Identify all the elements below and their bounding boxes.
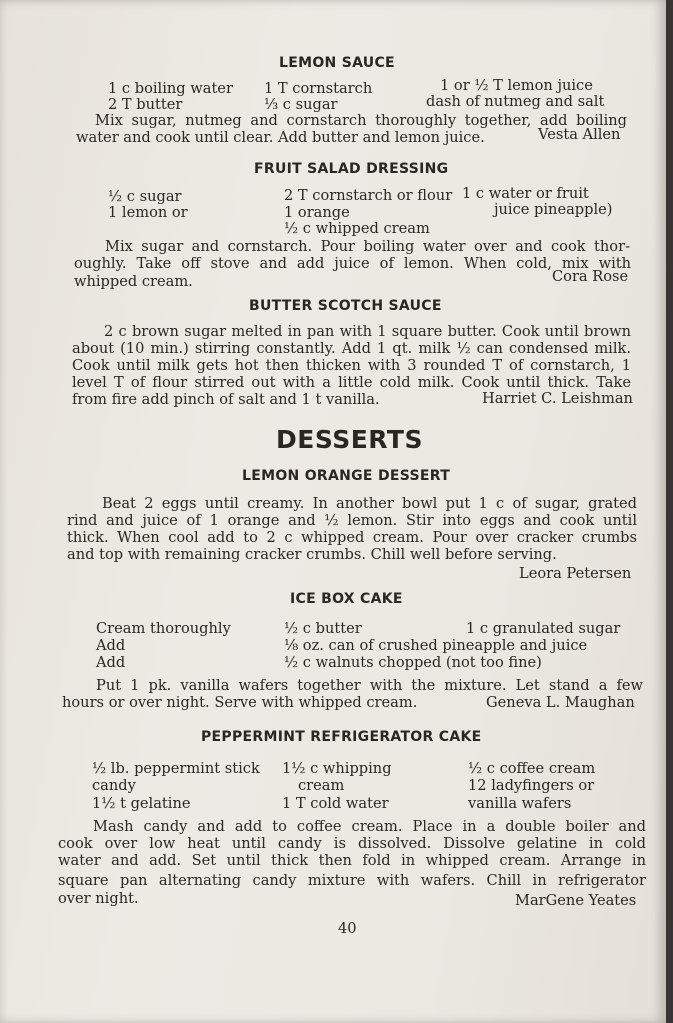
ingredient: 1 c granulated sugar	[466, 620, 621, 637]
ingredient: cream	[298, 777, 345, 794]
body-line: water and cook until clear. Add butter and lemon juice.	[76, 129, 485, 146]
ingredient: 2 T butter	[108, 96, 183, 113]
body-line: thick. When cool add to 2 c whipped cream. Pour over cracker crumbs	[67, 529, 637, 546]
recipe-author: Vesta Allen	[538, 126, 621, 143]
body-line: water and add. Set until thick then fold in whipped cream. Arrange in	[58, 852, 646, 869]
ingredient: 2 T cornstarch or flour	[284, 187, 453, 204]
lemon-orange-dessert-title: LEMON ORANGE DESSERT	[242, 468, 451, 484]
body-line: over night.	[58, 890, 139, 907]
body-line: square pan alternating candy mixture with wafers. Chill in refrigerator	[58, 872, 646, 889]
recipe-author: Leora Petersen	[519, 565, 632, 582]
lemon-sauce-title: LEMON SAUCE	[279, 55, 395, 71]
page-edge	[666, 0, 673, 1023]
ingredient: ⅓ c sugar	[264, 96, 338, 113]
recipe-author: Geneva L. Maughan	[486, 694, 635, 711]
body-line: Cook until milk gets hot then thicken with 3 rounded T of cornstarch, 1	[72, 357, 631, 374]
body-line: level T of flour stirred out with a little cold milk. Cook until thick. Take	[72, 374, 631, 391]
ingredient: 1 lemon or	[108, 204, 188, 221]
ingredient: ½ c sugar	[108, 188, 182, 205]
ingredient: 1 orange	[284, 204, 350, 221]
page-number: 40	[338, 920, 357, 937]
ingredient: 1 or ½ T lemon juice	[440, 77, 593, 94]
ingredient: candy	[92, 777, 136, 794]
recipe-author: MarGene Yeates	[515, 892, 637, 909]
ice-box-cake-title: ICE BOX CAKE	[290, 591, 403, 607]
ingredient: ½ c whipped cream	[284, 220, 430, 237]
body-line: hours or over night. Serve with whipped cream.	[62, 694, 418, 711]
ingredient: vanilla wafers	[468, 795, 572, 812]
ingredient: 1½ c whipping	[282, 760, 392, 777]
body-line: about (10 min.) stirring constantly. Add 1 qt. milk ½ can condensed milk.	[72, 340, 631, 357]
ingredient: juice pineapple)	[494, 201, 613, 218]
ingredient: 1 c boiling water	[108, 80, 233, 97]
ingredient: ½ c butter	[284, 620, 362, 637]
body-line: Mash candy and add to coffee cream. Place in a double boiler and	[93, 818, 646, 835]
body-line: rind and juice of 1 orange and ½ lemon. Stir into eggs and cook until	[67, 512, 637, 529]
body-line: oughly. Take off stove and add juice of lemon. When cold, mix with	[74, 255, 631, 272]
ingredient: ½ lb. peppermint stick	[92, 760, 260, 777]
ingredient: 12 ladyfingers or	[468, 777, 595, 794]
ingredient: ⅛ oz. can of crushed pineapple and juice	[284, 637, 588, 654]
section-title: DESSERTS	[276, 425, 423, 454]
recipe-author: Cora Rose	[552, 268, 629, 285]
fruit-salad-dressing-title: FRUIT SALAD DRESSING	[254, 161, 449, 177]
body-line: 2 c brown sugar melted in pan with 1 square butter. Cook until brown	[104, 323, 631, 340]
ingredient: 1 c water or fruit	[462, 185, 589, 202]
ingredient: dash of nutmeg and salt	[426, 93, 605, 110]
ingredient: 1½ t gelatine	[92, 795, 191, 812]
ingredient: 1 T cold water	[282, 795, 389, 812]
body-line: and top with remaining cracker crumbs. Chill well before serving.	[67, 546, 557, 563]
ingredient: ½ c coffee cream	[468, 760, 596, 777]
ingredient: ½ c walnuts chopped (not too fine)	[284, 654, 542, 671]
butter-scotch-sauce-title: BUTTER SCOTCH SAUCE	[249, 298, 442, 314]
peppermint-cake-title: PEPPERMINT REFRIGERATOR CAKE	[201, 729, 482, 745]
ingredient: 1 T cornstarch	[264, 80, 373, 97]
body-line: Mix sugar, nutmeg and cornstarch thoroughly together, add boiling	[95, 112, 627, 129]
body-line: cook over low heat until candy is dissolved. Dissolve gelatine in cold	[58, 835, 646, 852]
step-label: Add	[96, 654, 126, 671]
body-line: Mix sugar and cornstarch. Pour boiling water over and cook thor-	[105, 238, 630, 255]
body-line: from fire add pinch of salt and 1 t vanilla.	[72, 391, 380, 408]
body-line: Put 1 pk. vanilla wafers together with the mixture. Let stand a few	[96, 677, 643, 694]
step-label: Add	[96, 637, 126, 654]
body-line: Beat 2 eggs until creamy. In another bowl put 1 c of sugar, grated	[102, 495, 637, 512]
step-label: Cream thoroughly	[96, 620, 231, 637]
recipe-author: Harriet C. Leishman	[482, 390, 633, 407]
body-line: whipped cream.	[74, 273, 193, 290]
